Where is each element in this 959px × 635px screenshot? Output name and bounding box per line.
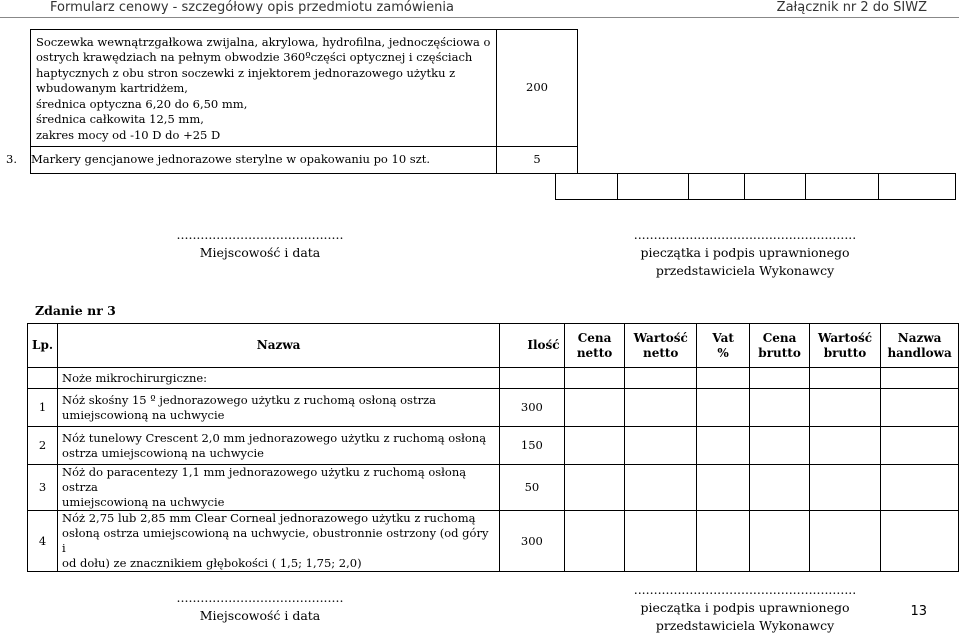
quantity-cell: 5 [497,147,578,174]
sign-label: pieczątka i podpis uprawnionego [640,245,850,260]
dotted-line: ........................................................ [633,227,857,242]
table-row [31,147,578,174]
name-line: zakres mocy od -10 D do +25 D [36,127,221,142]
row-name: Nóż do paracentezy 1,1 mm jednorazowego użytku z ruchomą osłoną ostrza umiejscowioną na uchwycie [58,465,500,511]
row-name: Nóż 2,75 lub 2,85 mm Clear Corneal jednorazowego użytku z ruchomą osłoną ostrza umiejscowioną na uchwycie, obustronnie ostrzony (od góry i od dołu) ze znacznikiem głębokości ( 1,5; 1,75; 2,0) [58,511,500,572]
group-label: Noże mikrochirurgiczne: [58,368,500,389]
header-name: Nazwa [58,324,500,368]
row-lp: 3 [28,465,58,511]
item-name-cell [6,147,497,174]
table-row [31,30,578,147]
row-lp: 4 [28,511,58,572]
row-qty: 150 [500,427,564,465]
empty-cell [878,173,956,200]
table-header-row [28,324,959,368]
document-header-attachment: Załącznik nr 2 do SIWZ [776,0,927,15]
signature-sign-block [615,581,875,635]
header-lp: Lp. [28,324,58,368]
place-date-label: Miejscowość i data [199,245,321,260]
row-name: Nóż tunelowy Crescent 2,0 mm jednorazowego użytku z ruchomą osłoną ostrza umiejscowioną na uchwycie [58,427,500,465]
empty-cell [805,173,879,200]
table-group-row [28,368,959,389]
signature-place-block [175,589,345,625]
quantity-cell: 200 [497,30,578,147]
header-gross-price: Cena brutto [750,324,809,368]
row-qty: 300 [500,389,564,427]
header-gross-value: Wartość brutto [809,324,880,368]
signature-sign-block [615,226,875,280]
header-vat: Vat % [696,324,749,368]
sign-label: pieczątka i podpis uprawnionego [640,600,850,615]
row-qty: 50 [500,465,564,511]
document-header-title: Formularz cenowy - szczegółowy opis przedmiotu zamówienia [50,0,454,15]
item-name-cell [31,30,497,147]
row-lp: 1 [28,389,58,427]
item-lp: 3. [6,152,17,167]
row-lp: 2 [28,427,58,465]
name-line: średnica całkowita 12,5 mm, [36,112,204,127]
name-line: Soczewka wewnątrzgałkowa zwijalna, akrylowa, hydrofilna, jednoczęściowa o [36,34,491,49]
row-qty: 300 [500,511,564,572]
name-line: Markery gencjanowe jednorazowe sterylne w opakowaniu po 10 szt. [31,152,431,167]
name-line: średnica optyczna 6,20 do 6,50 mm, [36,96,248,111]
name-line: haptycznych z obu stron soczewki z injektorem jednorazowego użytku z [36,65,456,80]
top-price-table [6,29,578,174]
empty-cell [617,173,689,200]
header-net-value: Wartość netto [625,324,696,368]
section-title: Zdanie nr 3 [35,303,116,318]
place-date-label: Miejscowość i data [199,608,321,623]
table-row [28,511,959,572]
table-row [28,427,959,465]
empty-cell [688,173,745,200]
dotted-line: .......................................... [176,590,344,605]
header-trade-name: Nazwa handlowa [881,324,959,368]
header-divider [0,17,959,18]
main-price-table [27,323,959,572]
empty-cell [744,173,806,200]
empty-cell [555,173,618,200]
name-line: wbudowanym kartridżem, [36,81,188,96]
sign-label: przedstawiciela Wykonawcy [655,263,835,278]
header-net-price: Cena netto [564,324,625,368]
header-qty: Ilość [500,324,564,368]
page-number: 13 [910,604,927,619]
table-row [28,465,959,511]
dotted-line: ........................................................ [633,582,857,597]
row-name: Nóż skośny 15 º jednorazowego użytku z ruchomą osłoną ostrza umiejscowioną na uchwycie [58,389,500,427]
signature-place-block [175,226,345,262]
sign-label: przedstawiciela Wykonawcy [655,618,835,633]
name-line: ostrych krawędziach na pełnym obwodzie 360ºczęści optycznej i częściach [36,50,473,65]
table-row [28,389,959,427]
dotted-line: .......................................... [176,227,344,242]
